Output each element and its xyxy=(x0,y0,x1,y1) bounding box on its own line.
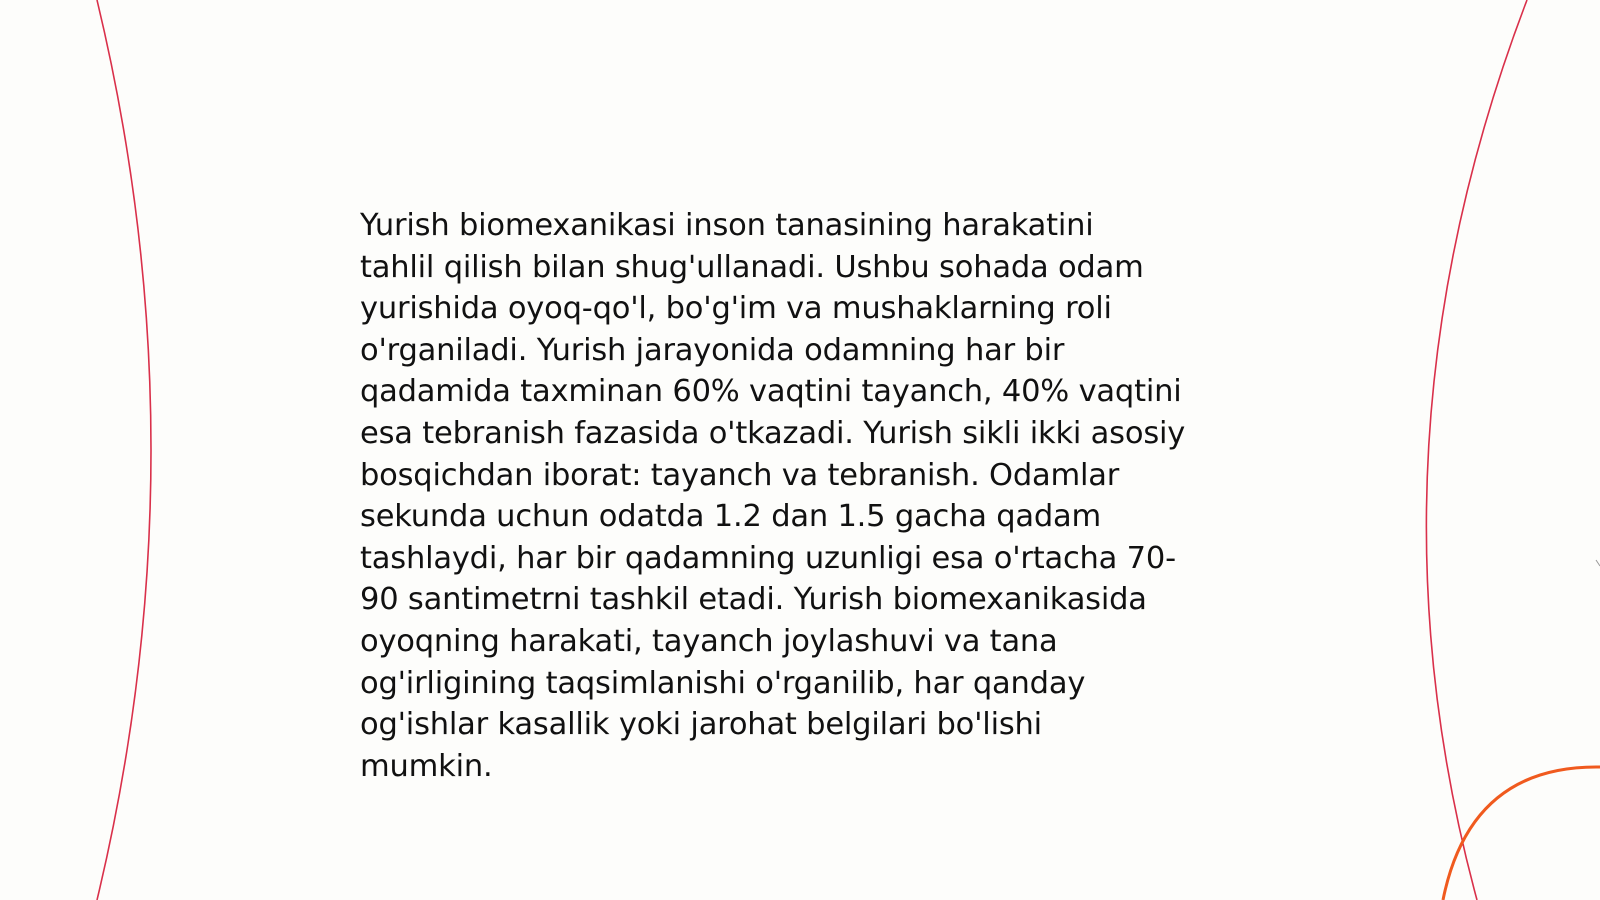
right-edge-tick xyxy=(1596,560,1600,566)
body-paragraph: Yurish biomexanikasi inson tanasining harakatini tahlil qilish bilan shug'ullanadi. Ushbu sohada odam yurishida oyoq-qo'l, bo'g'im va mushaklarning roli o'rganiladi. Yurish jarayonida odamning har bir qadamida taxminan 60% vaqtini tayanch, 40% vaqtini esa tebranish fazasida o'tkazadi. Yurish sikli ikki asosiy bosqichdan iborat: tayanch va tebranish. Odamlar sekunda uchun odatda 1.2 dan 1.5 gacha qadam tashlaydi, har bir qadamning uzunligi esa o'rtacha 70- 90 santimetrni tashkil etadi. Yurish biomexanikasida oyoqning harakati, tayanch joylashuvi va tana og'irligining taqsimlanishi o'rganilib, har qanday og'ishlar kasallik yoki jarohat belgilari bo'lishi mumkin. xyxy=(360,208,1186,784)
bottom-right-orange-arc xyxy=(1443,767,1600,900)
left-arc xyxy=(97,0,151,900)
right-arc xyxy=(1426,0,1527,900)
